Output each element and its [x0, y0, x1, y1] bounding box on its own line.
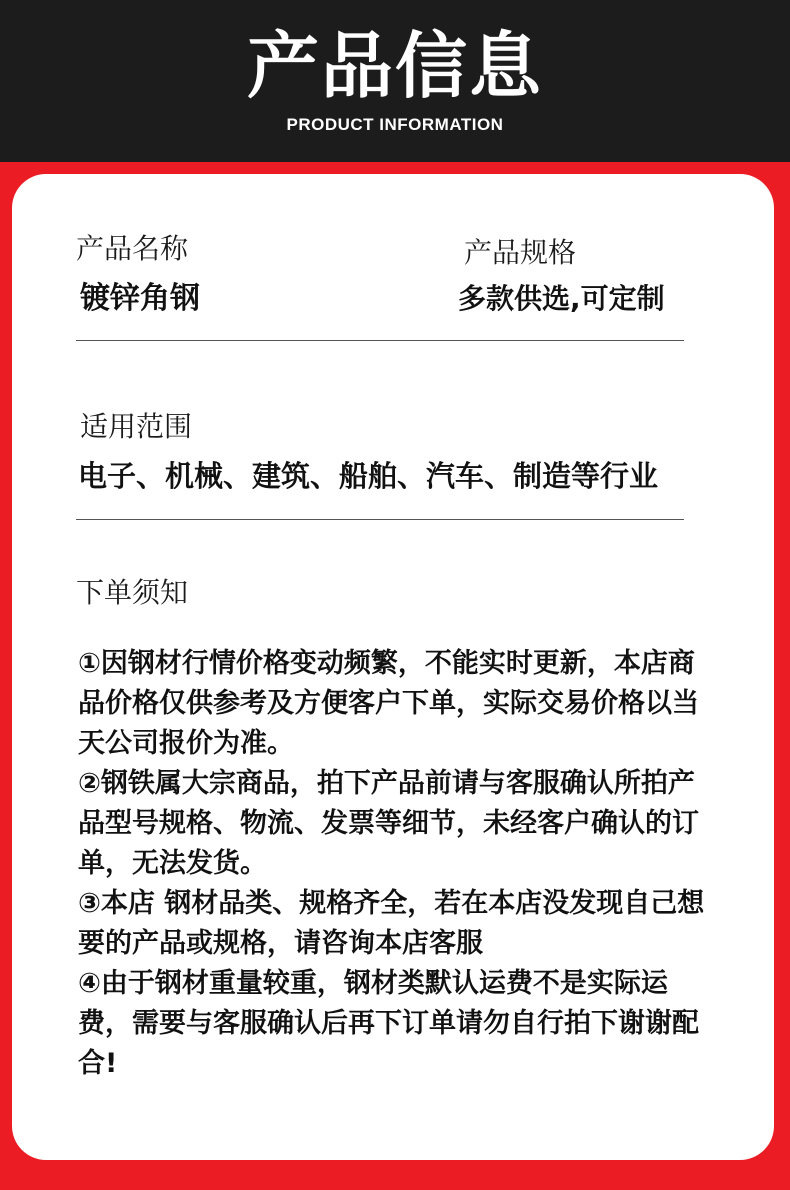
product-name-value: 镀锌角钢	[80, 281, 200, 316]
scope-value: 电子、机械、建筑、船舶、汽车、制造等行业	[78, 459, 659, 493]
order-notes	[78, 644, 718, 1084]
product-spec-value: 多款供选,可定制	[458, 282, 665, 315]
order-note-1: ①因钢材行情价格变动频繁，不能实时更新，本店商品价格仅供参考及方便客户下单，实际交易价格以当天公司报价为准。	[78, 648, 699, 759]
page-title: 产品信息	[246, 24, 543, 108]
order-note-3: ③本店 钢材品类、规格齐全，若在本店没发现自己想要的产品或规格，请咨询本店客服	[78, 888, 705, 959]
order-note-2: ②钢铁属大宗商品，拍下产品前请与客服确认所拍产品型号规格、物流、发票等细节，未经客户确认的订单，无法发货。	[78, 768, 699, 879]
divider-2	[76, 519, 684, 520]
order-note-4: ④由于钢材重量较重，钢材类默认运费不是实际运费，需要与客服确认后再下订单请勿自行拍下谢谢配合!	[78, 968, 699, 1079]
product-spec-label: 产品规格	[464, 236, 577, 269]
order-notes-label: 下单须知	[76, 576, 189, 609]
scope-label: 适用范围	[80, 410, 193, 443]
divider-1	[76, 340, 684, 341]
info-card	[12, 174, 774, 1160]
page-subtitle: PRODUCT INFORMATION	[286, 115, 504, 134]
header-banner	[0, 0, 790, 162]
product-name-label: 产品名称	[76, 232, 189, 265]
